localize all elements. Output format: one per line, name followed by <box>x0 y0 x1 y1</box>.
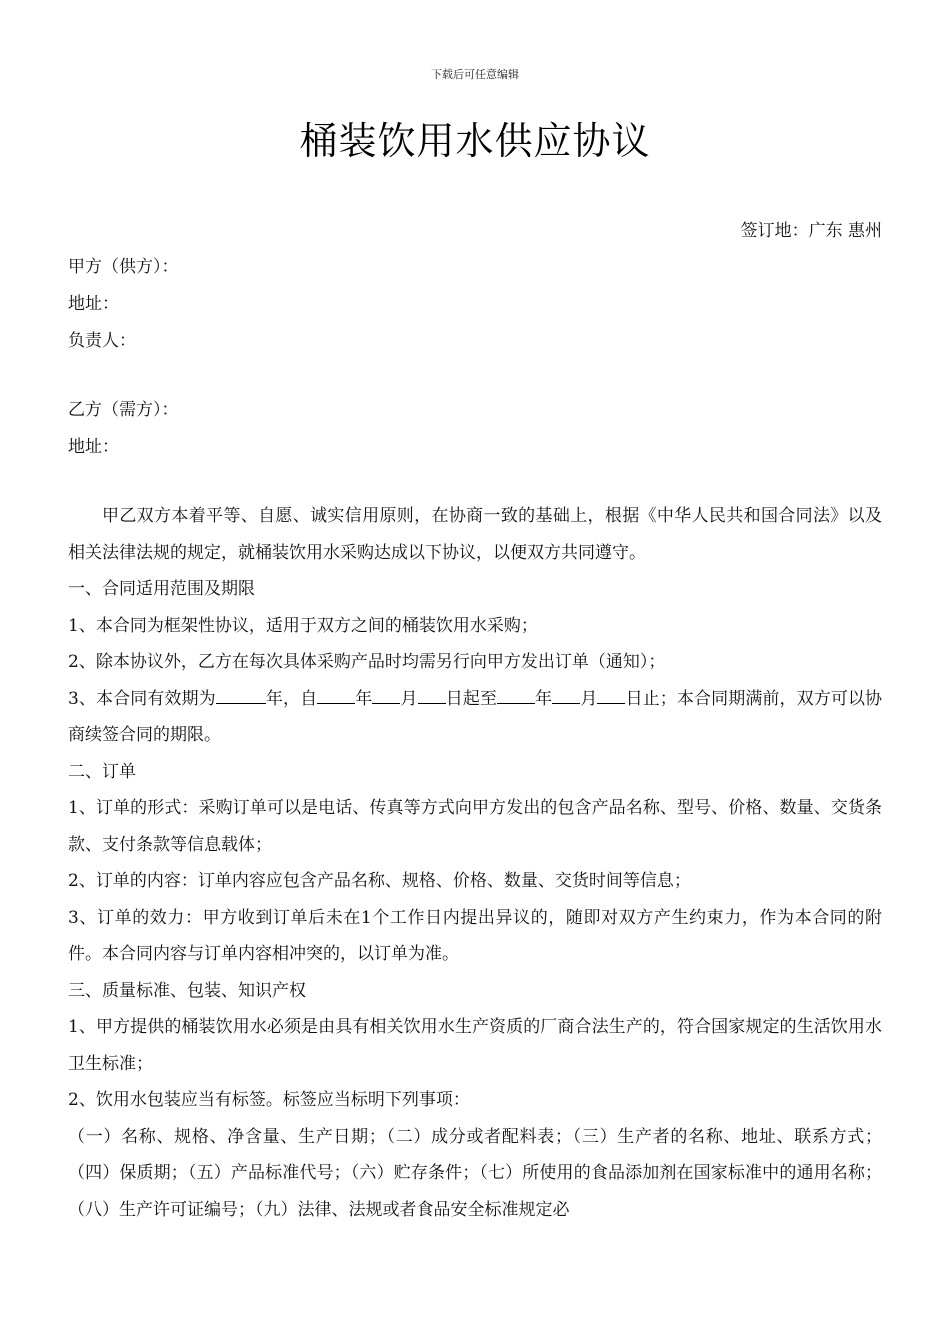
term-text-3: 年 <box>355 688 373 709</box>
section-1-heading: 一、合同适用范围及期限 <box>68 579 255 599</box>
start-month-blank <box>372 685 400 704</box>
start-year-blank <box>317 685 355 704</box>
party-a-person: 负责人： <box>68 331 136 351</box>
section-3-item-2-detail: （一）名称、规格、净含量、生产日期；（二）成分或者配料表；（三）生产者的名称、地址、联系方式；（四）保质期；（五）产品标准代号；（六）贮存条件；（七）所使用的食品添加剂在国家标准中的通用名称；（八）生产许可证编号；（九）法律、法规或者食品安全标准规定必 <box>68 1126 882 1220</box>
section-1-item-3 <box>68 681 882 754</box>
intro-paragraph: 甲乙双方本着平等、自愿、诚实信用原则，在协商一致的基础上，根据《中华人民共和国合同法》以及相关法律法规的规定，就桶装饮用水采购达成以下协议，以便双方共同遵守。 <box>68 506 882 563</box>
end-year-blank <box>497 685 535 704</box>
party-a-address: 地址： <box>68 294 119 314</box>
section-3-item-2: 2、饮用水包装应当有标签。标签应当标明下列事项： <box>68 1090 470 1110</box>
section-3-item-1: 1、甲方提供的桶装饮用水必须是由具有相关饮用水生产资质的厂商合法生产的，符合国家规定的生活饮用水卫生标准； <box>68 1017 882 1074</box>
party-b-address: 地址： <box>68 437 119 457</box>
years-blank <box>216 685 266 704</box>
term-text-4: 月 <box>400 688 418 709</box>
start-day-blank <box>418 685 446 704</box>
party-a-label: 甲方（供方）： <box>68 257 179 277</box>
term-text-7: 月 <box>580 688 598 709</box>
end-day-blank <box>597 685 625 704</box>
section-3-heading: 三、质量标准、包装、知识产权 <box>68 980 306 1001</box>
section-2-item-1: 1、订单的形式：采购订单可以是电话、传真等方式向甲方发出的包含产品名称、型号、价格、数量、交货条款、支付条款等信息载体； <box>68 798 882 855</box>
section-2-heading: 二、订单 <box>68 761 136 782</box>
term-text-2: 年，自 <box>265 688 318 709</box>
section-1-item-2: 2、除本协议外，乙方在每次具体采购产品时均需另行向甲方发出订单（通知）； <box>68 652 666 672</box>
term-text-6: 年 <box>535 688 553 709</box>
term-text-5: 日起至 <box>445 688 498 709</box>
term-text-8: 日止；本合同期满前，双方可以协商续签合同的期限。 <box>68 688 883 745</box>
section-2-item-2: 2、订单的内容：订单内容应包含产品名称、规格、价格、数量、交货时间等信息； <box>68 871 691 891</box>
document-body <box>68 498 882 1228</box>
document-title: 桶装饮用水供应协议 <box>299 119 651 163</box>
section-1-item-1: 1、本合同为框架性协议，适用于双方之间的桶装饮用水采购； <box>68 615 538 636</box>
header-note: 下载后可任意编辑 <box>431 68 519 81</box>
sign-place: 签订地：广东 惠州 <box>740 221 882 241</box>
party-a-block <box>68 249 882 360</box>
party-b-label: 乙方（需方）： <box>68 400 179 420</box>
party-b-block <box>68 392 882 466</box>
section-2-item-3: 3、订单的效力：甲方收到订单后未在1个工作日内提出异议的，随即对双方产生约束力，作为本合同的附件。本合同内容与订单内容相冲突的，以订单为准。 <box>68 907 882 964</box>
end-month-blank <box>552 685 580 704</box>
term-text-1: 3、本合同有效期为 <box>68 688 216 709</box>
